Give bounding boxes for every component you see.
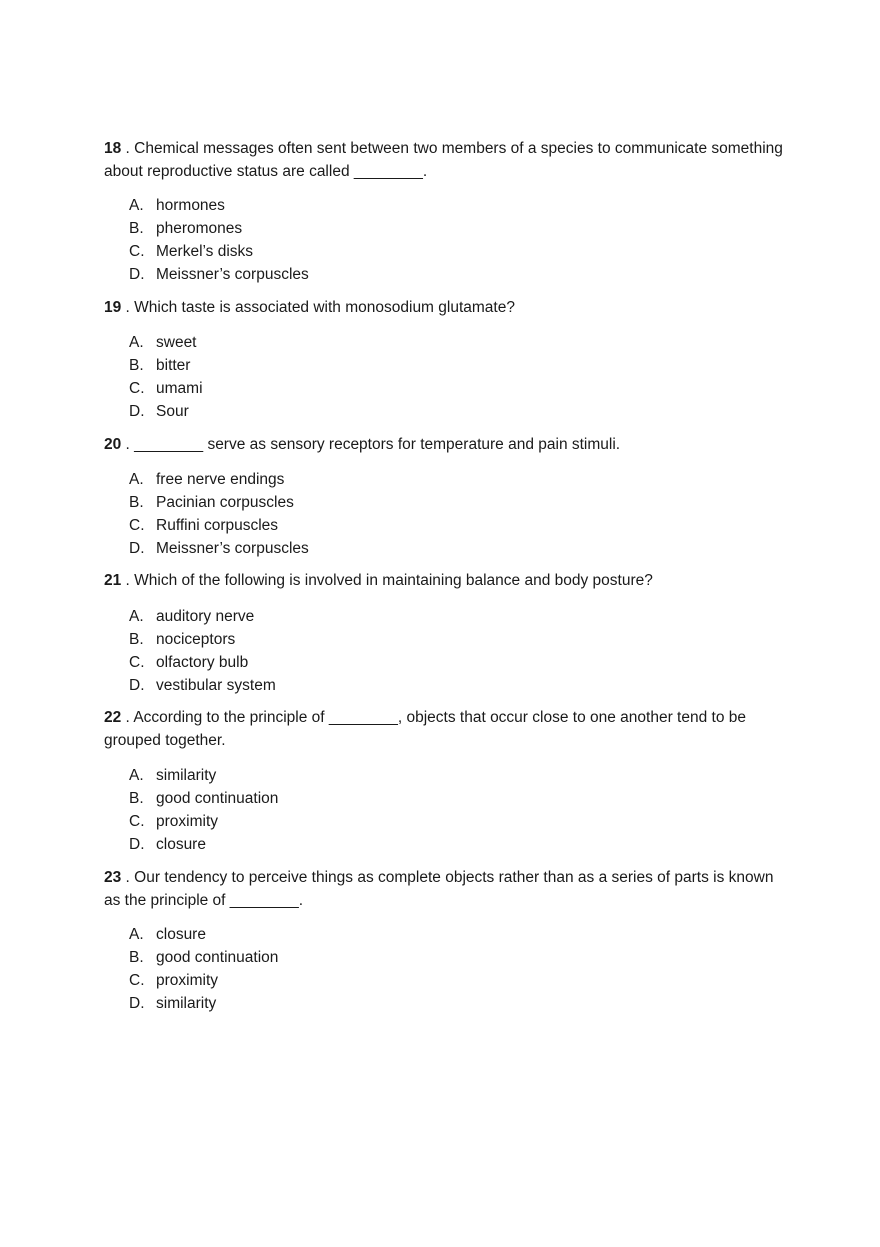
answer-options [104,331,784,423]
option-a: A. free nerve endings [129,471,285,488]
question-text: According to the principle of ________, objects that occur close to one another tend to be grouped together. [104,709,746,749]
question-text: Our tendency to perceive things as complete objects rather than as a series of parts is known as the principle of ________. [104,869,774,909]
option-d: D. Meissner’s corpuscles [129,266,309,283]
question-18 [104,137,784,286]
question-stem: 18 . Chemical messages often sent between two members of a species to communicate something about reproductive status are called ________. [104,140,783,180]
answer-options [104,923,784,1015]
question-number: 23 [104,869,122,886]
question-20 [104,433,784,560]
option-a: A. closure [129,926,206,943]
option-d: D. Sour [129,403,189,420]
option-c: C. Ruffini corpuscles [129,517,279,534]
question-stem: 22 . According to the principle of ________, objects that occur close to one another tend to be grouped together. [104,709,746,749]
option-c: C. umami [129,380,203,397]
option-a: A. similarity [129,767,217,784]
option-c: C. proximity [129,813,219,830]
question-text: Which taste is associated with monosodium glutamate? [134,299,515,316]
question-stem: 19 . Which taste is associated with monosodium glutamate? [104,299,515,316]
question-number: 18 [104,140,122,157]
answer-options [104,764,784,856]
answer-options [104,468,784,560]
question-stem: 23 . Our tendency to perceive things as complete objects rather than as a series of parts is known as the principle of ________. [104,869,774,909]
option-b: B. pheromones [129,220,243,237]
question-19 [104,296,784,423]
option-d: D. vestibular system [129,677,276,694]
answer-options [104,194,784,286]
question-number: 20 [104,436,122,453]
option-b: B. bitter [129,357,191,374]
option-c: C. olfactory bulb [129,654,249,671]
option-b: B. nociceptors [129,631,236,648]
question-number: 19 [104,299,122,316]
question-23 [104,866,784,1015]
option-d: D. Meissner’s corpuscles [129,540,309,557]
answer-options [104,605,784,697]
question-number: 22 [104,709,122,726]
question-text: Which of the following is involved in maintaining balance and body posture? [134,572,653,589]
question-text: ________ serve as sensory receptors for temperature and pain stimuli. [134,436,621,453]
option-c: C. Merkel’s disks [129,243,254,260]
option-b: B. Pacinian corpuscles [129,494,294,511]
question-21 [104,569,784,697]
option-c: C. proximity [129,972,219,989]
question-text: Chemical messages often sent between two members of a species to communicate something about reproductive status are called ________. [104,140,783,180]
option-d: D. closure [129,836,206,853]
option-a: A. auditory nerve [129,608,255,625]
question-stem: 21 . Which of the following is involved in maintaining balance and body posture? [104,572,653,589]
option-a: A. hormones [129,197,225,214]
question-stem: 20 . ________ serve as sensory receptors for temperature and pain stimuli. [104,436,621,453]
option-b: B. good continuation [129,949,279,966]
option-d: D. similarity [129,995,217,1012]
option-a: A. sweet [129,334,197,351]
question-number: 21 [104,572,122,589]
question-22 [104,706,784,856]
option-b: B. good continuation [129,790,279,807]
